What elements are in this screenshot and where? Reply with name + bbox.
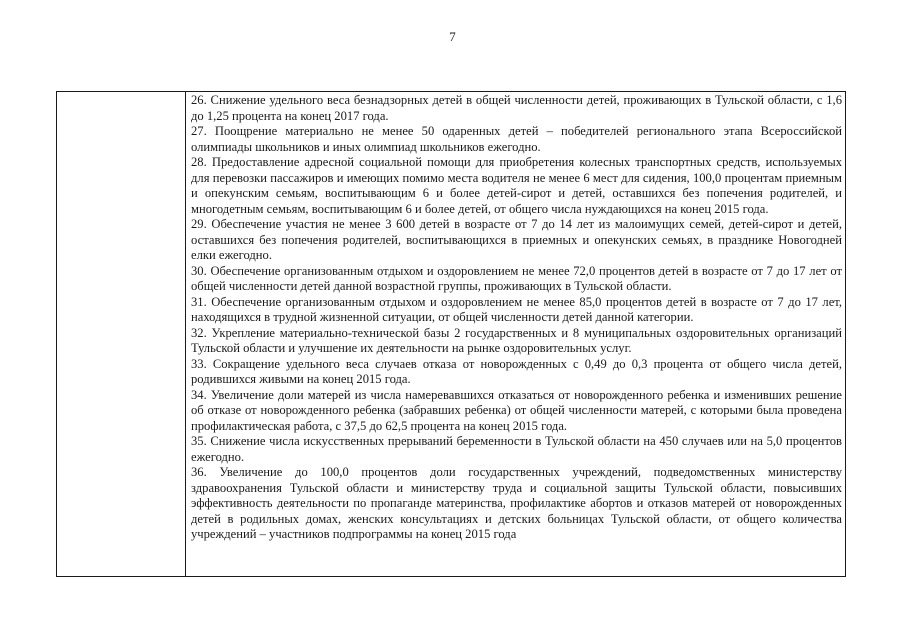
list-item: 30. Обеспечение организованным отдыхом и оздоровлением не менее 72,0 процентов детей в возрасте от 7 до 17 лет от общей численности детей данной возрастной группы, проживающих в Тульской области. [191,263,842,293]
list-item: 35. Снижение числа искусственных прерываний беременности в Тульской области на 450 случаев или на 5,0 процентов ежегодно. [191,434,842,464]
table-right-cell [186,92,845,576]
table-left-cell [57,92,186,576]
list-item: 29. Обеспечение участия не менее 3 600 детей в возрасте от 7 до 14 лет из малоимущих семей, детей-сирот и детей, оставшихся без попечения родителей, воспитывающихся в приемных и опекунских семьях, в празднике Новогодней елки ежегодно. [191,217,842,262]
list-item: 27. Поощрение материально не менее 50 одаренных детей – победителей регионального этапа Всероссийской олимпиады школьников и иных олимпиад школьников ежегодно. [191,124,842,154]
document-table [56,91,846,577]
list-item: 34. Увеличение доли матерей из числа намеревавшихся отказаться от новорожденного ребенка и изменивших решение об отказе от новорожденного ребенка (забравших ребенка) от общей численности матерей, с которыми была проведена профилактическая работа, с 37,5 до 62,5 процента на конец 2015 года. [191,387,842,433]
list-item: 28. Предоставление адресной социальной помощи для приобретения колесных транспортных средств, используемых для перевозки пассажиров и имеющих помимо места водителя не менее 6 мест для сидения, 100,0 процентам приемным и опекунским семьям, воспитывающим 6 и более детей-сирот и детей, оставшихся без попечения родителей, и многодетным семьям, воспитывающим 6 и более детей, от общего числа нуждающихся на конец 2015 года. [191,155,842,216]
list-item: 26. Снижение удельного веса безнадзорных детей в общей численности детей, проживающих в Тульской области, с 1,6 до 1,25 процента на конец 2017 года. [191,93,842,123]
page-number: 7 [449,29,456,44]
list-item: 32. Укрепление материально-технической базы 2 государственных и 8 муниципальных оздоровительных организаций Тульской области и улучшение их деятельности на рынке оздоровительных услуг. [191,325,842,355]
list-item: 36. Увеличение до 100,0 процентов доли государственных учреждений, подведомственных министерству здравоохранения Тульской области и министерству труда и социальной защиты Тульской области, повысивших эффективность деятельности по пропаганде материнства, профилактике абортов и отказов матерей от новорожденных детей в родильных домах, женских консультациях и детских больницах Тульской области, от общего количества учреждений – участников подпрограммы на конец 2015 года [191,465,842,541]
list-item: 33. Сокращение удельного веса случаев отказа от новорожденных с 0,49 до 0,3 процента от общего числа детей, родившихся живыми на конец 2015 года. [191,356,842,386]
list-item: 31. Обеспечение организованным отдыхом и оздоровлением не менее 85,0 процентов детей в возрасте от 7 до 17 лет, находящихся в трудной жизненной ситуации, от общей численности детей данной категории. [191,294,842,324]
